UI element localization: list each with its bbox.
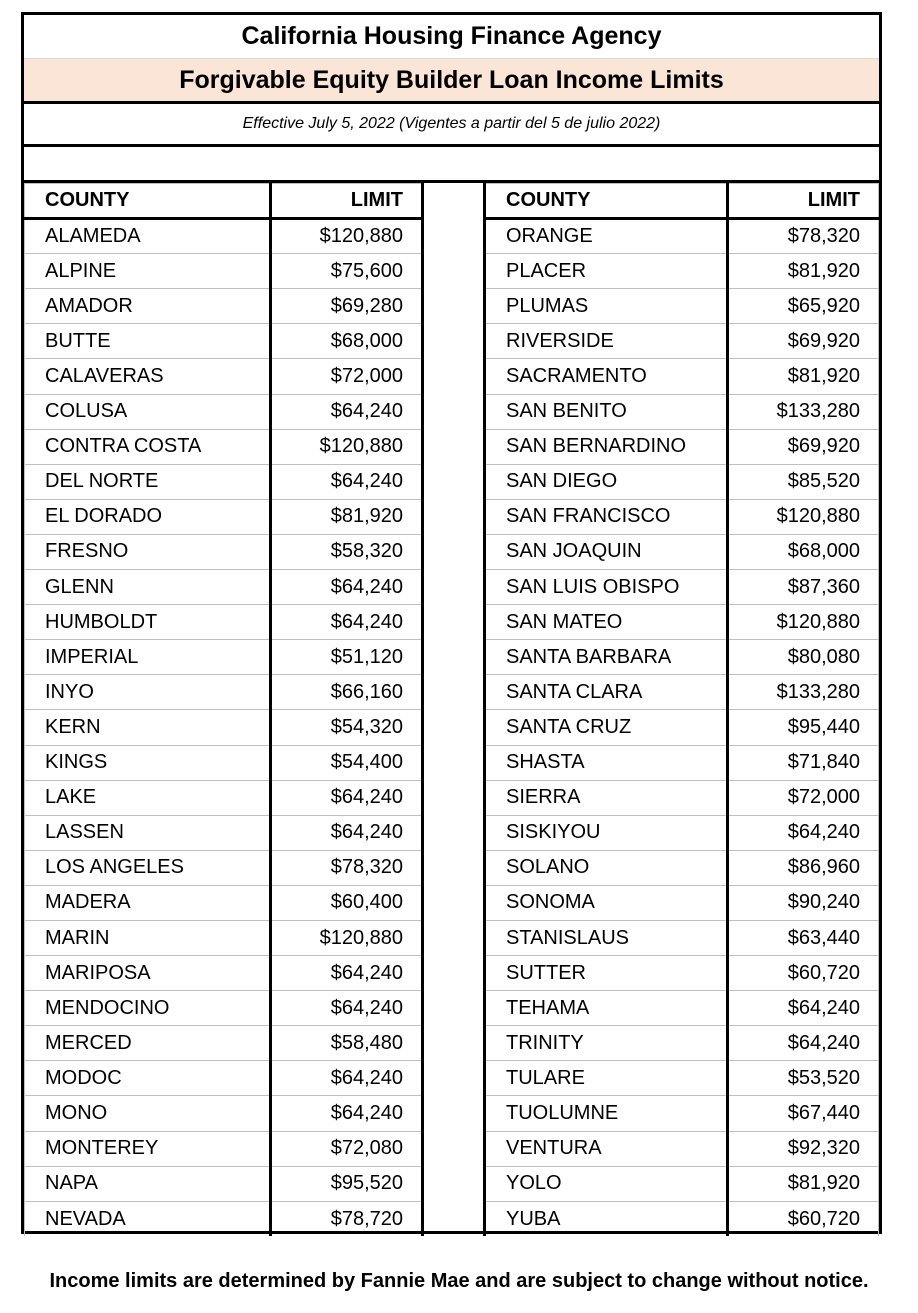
table-row <box>485 499 879 534</box>
limit-cell: $54,400 <box>271 745 423 780</box>
table-row <box>25 254 423 289</box>
limit-cell: $69,920 <box>728 324 879 359</box>
table-row <box>25 605 423 640</box>
county-cell: SONOMA <box>485 885 728 920</box>
county-cell: VENTURA <box>485 1131 728 1166</box>
limit-cell: $72,000 <box>271 359 423 394</box>
limit-cell: $80,080 <box>728 640 879 675</box>
limit-cell: $64,240 <box>271 1096 423 1131</box>
table-row <box>485 1096 879 1131</box>
table-row <box>25 1201 423 1236</box>
table-row <box>485 885 879 920</box>
county-cell: ALAMEDA <box>25 219 271 254</box>
county-cell: SAN BERNARDINO <box>485 429 728 464</box>
limit-cell: $64,240 <box>271 780 423 815</box>
table-row <box>485 570 879 605</box>
table-row <box>25 780 423 815</box>
county-cell: KERN <box>25 710 271 745</box>
table-row <box>485 1166 879 1201</box>
limit-cell: $67,440 <box>728 1096 879 1131</box>
county-cell: SIERRA <box>485 780 728 815</box>
blank-row <box>24 147 879 183</box>
limit-cell: $66,160 <box>271 675 423 710</box>
limit-cell: $58,480 <box>271 1026 423 1061</box>
limit-cell: $51,120 <box>271 640 423 675</box>
county-cell: SAN FRANCISCO <box>485 499 728 534</box>
limit-cell: $54,320 <box>271 710 423 745</box>
county-cell: YOLO <box>485 1166 728 1201</box>
table-row <box>485 219 879 254</box>
limit-cell: $75,600 <box>271 254 423 289</box>
county-cell: SACRAMENTO <box>485 359 728 394</box>
table-row <box>25 289 423 324</box>
limit-cell: $68,000 <box>728 534 879 569</box>
county-cell: SAN BENITO <box>485 394 728 429</box>
county-cell: LAKE <box>25 780 271 815</box>
limit-cell: $64,240 <box>271 605 423 640</box>
table-row <box>485 254 879 289</box>
table-row <box>485 289 879 324</box>
table-row <box>25 675 423 710</box>
limit-column-header: LIMIT <box>271 184 423 219</box>
limit-cell: $120,880 <box>728 605 879 640</box>
county-cell: YUBA <box>485 1201 728 1236</box>
limits-tables <box>24 183 879 1238</box>
county-cell: MARIPOSA <box>25 956 271 991</box>
table-row <box>485 605 879 640</box>
county-cell: SAN MATEO <box>485 605 728 640</box>
table-row <box>25 1166 423 1201</box>
table-row <box>25 324 423 359</box>
table-row <box>485 815 879 850</box>
footnote: Income limits are determined by Fannie Mae and are subject to change without notice. <box>49 1270 869 1292</box>
table-row <box>25 1026 423 1061</box>
right-limits-table <box>483 183 879 1236</box>
limit-cell: $69,920 <box>728 429 879 464</box>
county-cell: KINGS <box>25 745 271 780</box>
table-header-row <box>25 184 423 219</box>
table-row <box>485 710 879 745</box>
limit-cell: $81,920 <box>728 1166 879 1201</box>
county-cell: LASSEN <box>25 815 271 850</box>
table-row <box>485 324 879 359</box>
table-row <box>25 499 423 534</box>
county-cell: MERCED <box>25 1026 271 1061</box>
county-cell: SOLANO <box>485 850 728 885</box>
left-limits-table <box>24 183 424 1236</box>
limit-cell: $64,240 <box>728 1026 879 1061</box>
limit-cell: $71,840 <box>728 745 879 780</box>
county-cell: SANTA BARBARA <box>485 640 728 675</box>
county-column-header: COUNTY <box>485 184 728 219</box>
county-cell: MADERA <box>25 885 271 920</box>
table-row <box>25 1096 423 1131</box>
county-cell: FRESNO <box>25 534 271 569</box>
county-cell: CONTRA COSTA <box>25 429 271 464</box>
limit-cell: $64,240 <box>728 991 879 1026</box>
limit-cell: $95,440 <box>728 710 879 745</box>
limit-cell: $133,280 <box>728 394 879 429</box>
table-row <box>25 534 423 569</box>
county-cell: TRINITY <box>485 1026 728 1061</box>
program-title: Forgivable Equity Builder Loan Income Limits <box>24 59 879 104</box>
county-cell: MONO <box>25 1096 271 1131</box>
county-cell: INYO <box>25 675 271 710</box>
county-cell: MENDOCINO <box>25 991 271 1026</box>
limit-cell: $133,280 <box>728 675 879 710</box>
county-cell: MONTEREY <box>25 1131 271 1166</box>
limit-cell: $64,240 <box>271 1061 423 1096</box>
limit-cell: $60,720 <box>728 1201 879 1236</box>
table-row <box>485 1061 879 1096</box>
table-row <box>25 1061 423 1096</box>
county-cell: MODOC <box>25 1061 271 1096</box>
county-cell: ALPINE <box>25 254 271 289</box>
county-cell: TEHAMA <box>485 991 728 1026</box>
county-cell: RIVERSIDE <box>485 324 728 359</box>
county-cell: AMADOR <box>25 289 271 324</box>
limit-cell: $60,720 <box>728 956 879 991</box>
limit-cell: $92,320 <box>728 1131 879 1166</box>
county-cell: SUTTER <box>485 956 728 991</box>
limit-cell: $64,240 <box>271 815 423 850</box>
limit-cell: $64,240 <box>728 815 879 850</box>
county-cell: LOS ANGELES <box>25 850 271 885</box>
table-row <box>25 570 423 605</box>
limit-cell: $58,320 <box>271 534 423 569</box>
table-row <box>485 1026 879 1061</box>
limit-cell: $78,720 <box>271 1201 423 1236</box>
county-cell: BUTTE <box>25 324 271 359</box>
limit-cell: $87,360 <box>728 570 879 605</box>
limit-cell: $64,240 <box>271 464 423 499</box>
limit-cell: $72,080 <box>271 1131 423 1166</box>
table-row <box>25 359 423 394</box>
county-cell: STANISLAUS <box>485 920 728 955</box>
table-row <box>25 956 423 991</box>
table-row <box>485 1201 879 1236</box>
table-row <box>485 394 879 429</box>
county-cell: SAN JOAQUIN <box>485 534 728 569</box>
county-cell: SANTA CLARA <box>485 675 728 710</box>
table-row <box>25 920 423 955</box>
limit-cell: $64,240 <box>271 991 423 1026</box>
county-cell: SISKIYOU <box>485 815 728 850</box>
limit-cell: $72,000 <box>728 780 879 815</box>
table-row <box>485 991 879 1026</box>
table-row <box>25 394 423 429</box>
table-header-row <box>485 184 879 219</box>
limit-cell: $120,880 <box>271 429 423 464</box>
table-row <box>25 885 423 920</box>
limit-cell: $120,880 <box>271 920 423 955</box>
table-row <box>25 991 423 1026</box>
table-row <box>485 850 879 885</box>
county-cell: NEVADA <box>25 1201 271 1236</box>
table-row <box>485 429 879 464</box>
county-cell: GLENN <box>25 570 271 605</box>
limit-cell: $64,240 <box>271 394 423 429</box>
limit-cell: $64,240 <box>271 956 423 991</box>
table-row <box>485 534 879 569</box>
effective-date: Effective July 5, 2022 (Vigentes a partir del 5 de julio 2022) <box>24 104 879 147</box>
table-row <box>25 429 423 464</box>
limit-cell: $64,240 <box>271 570 423 605</box>
limit-cell: $81,920 <box>271 499 423 534</box>
table-row <box>485 640 879 675</box>
county-cell: DEL NORTE <box>25 464 271 499</box>
limit-cell: $69,280 <box>271 289 423 324</box>
county-cell: CALAVERAS <box>25 359 271 394</box>
county-cell: PLACER <box>485 254 728 289</box>
limit-cell: $85,520 <box>728 464 879 499</box>
agency-title: California Housing Finance Agency <box>24 15 879 59</box>
limit-cell: $120,880 <box>271 219 423 254</box>
county-cell: NAPA <box>25 1166 271 1201</box>
county-cell: IMPERIAL <box>25 640 271 675</box>
county-cell: TULARE <box>485 1061 728 1096</box>
county-cell: PLUMAS <box>485 289 728 324</box>
limit-cell: $86,960 <box>728 850 879 885</box>
county-cell: SANTA CRUZ <box>485 710 728 745</box>
limit-cell: $81,920 <box>728 359 879 394</box>
limit-cell: $95,520 <box>271 1166 423 1201</box>
table-row <box>25 464 423 499</box>
limit-cell: $78,320 <box>728 219 879 254</box>
county-cell: SHASTA <box>485 745 728 780</box>
limit-cell: $60,400 <box>271 885 423 920</box>
table-row <box>485 956 879 991</box>
limit-cell: $81,920 <box>728 254 879 289</box>
limit-cell: $120,880 <box>728 499 879 534</box>
county-column-header: COUNTY <box>25 184 271 219</box>
table-row <box>25 815 423 850</box>
county-cell: ORANGE <box>485 219 728 254</box>
limit-cell: $90,240 <box>728 885 879 920</box>
table-row <box>25 850 423 885</box>
table-row <box>25 745 423 780</box>
table-row <box>485 1131 879 1166</box>
county-cell: SAN LUIS OBISPO <box>485 570 728 605</box>
table-row <box>485 920 879 955</box>
table-row <box>485 464 879 499</box>
table-row <box>485 359 879 394</box>
county-cell: SAN DIEGO <box>485 464 728 499</box>
county-cell: HUMBOLDT <box>25 605 271 640</box>
limit-column-header: LIMIT <box>728 184 879 219</box>
limit-cell: $63,440 <box>728 920 879 955</box>
county-cell: COLUSA <box>25 394 271 429</box>
table-row <box>25 1131 423 1166</box>
county-cell: EL DORADO <box>25 499 271 534</box>
table-row <box>25 710 423 745</box>
table-row <box>485 675 879 710</box>
table-row <box>485 780 879 815</box>
county-cell: TUOLUMNE <box>485 1096 728 1131</box>
county-cell: MARIN <box>25 920 271 955</box>
limit-cell: $78,320 <box>271 850 423 885</box>
income-limits-sheet <box>21 12 882 1234</box>
limit-cell: $68,000 <box>271 324 423 359</box>
table-row <box>25 640 423 675</box>
limit-cell: $65,920 <box>728 289 879 324</box>
table-row <box>485 745 879 780</box>
table-row <box>25 219 423 254</box>
limit-cell: $53,520 <box>728 1061 879 1096</box>
